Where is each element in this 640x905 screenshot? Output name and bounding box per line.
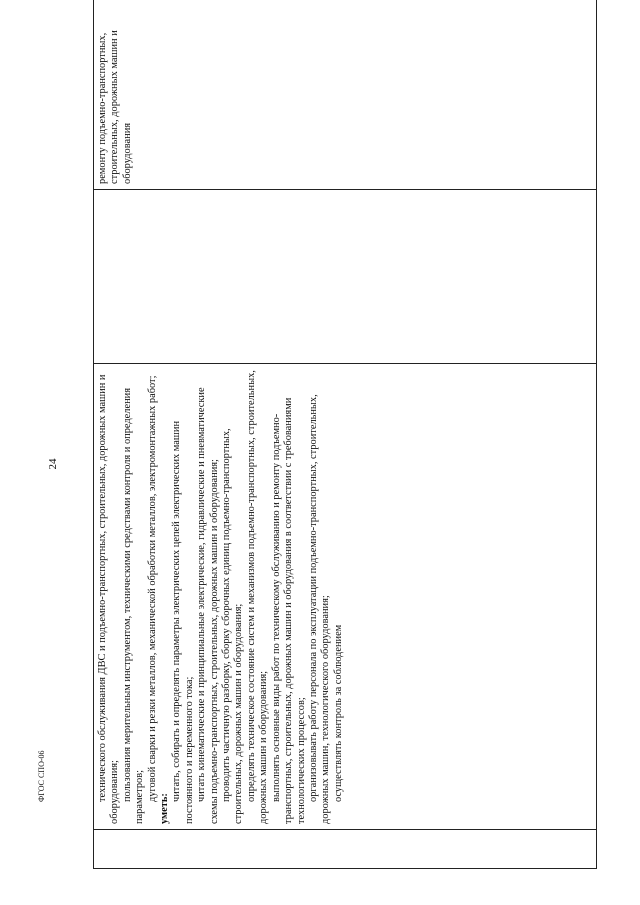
table-cell-knowledge-skills (94, 364, 597, 830)
table-row (94, 0, 597, 869)
competency-table (93, 0, 597, 869)
table-cell-index (94, 830, 597, 869)
table-cell-paragraph: пользования мерительным инструментом, техническими средствами контроля и определения параметров; (121, 388, 146, 824)
table-cell-paragraph: проводить частичную разборку, сборку сборочных единиц подъемно-транспортных, строительных, дорожных машин и оборудования; (221, 428, 245, 824)
table-cell-paragraph: читать, собирать и определять параметры электрических цепей электрических машин постоянного и переменного тока; (171, 420, 195, 824)
knowledge-skills-text (97, 369, 345, 824)
footer-code: ФГОС СПО-06 (37, 750, 46, 802)
module-name-text: ремонту подъемно-транспортных, строительных, дорожных машин и оборудования (97, 30, 133, 184)
table-cell-paragraph: уметь: (159, 793, 171, 824)
rotated-table-sheet (93, 30, 597, 869)
page-number: 24 (47, 458, 59, 470)
table-cell-paragraph: дуговой сварки и резки металлов, механической обработки металлов, электромонтажных работ; (146, 375, 158, 802)
table-cell-paragraph: выполнять основные виды работ по техническому обслуживанию и ремонту подъемно-транспортных, строительных, дорожных машин и оборудования в соответствии с требованиями технологических процессов; (270, 397, 307, 824)
table-cell-paragraph: читать кинематические и принципиальные электрические, гидравлические и пневматические схемы подъемно-транспортных, строительных, дорожных машин и оборудования; (196, 387, 220, 824)
table-cell-module-name (94, 0, 597, 190)
table-cell-paragraph: организовывать работу персонала по эксплуатации подъемно-транспортных, строительных, дорожных машин, технологического оборудования; (307, 394, 332, 824)
table-cell-paragraph: осуществлять контроль за соблюдением (332, 624, 344, 802)
table-cell-paragraph: технического обслуживания ДВС и подъемно-транспортных, строительных, дорожных машин и оборудования; (97, 374, 121, 824)
table-cell-empty (94, 190, 597, 364)
table-cell-paragraph: определять техническое состояние систем и механизмов подъемно-транспортных, строительных, дорожных машин и оборудования; (245, 370, 270, 824)
